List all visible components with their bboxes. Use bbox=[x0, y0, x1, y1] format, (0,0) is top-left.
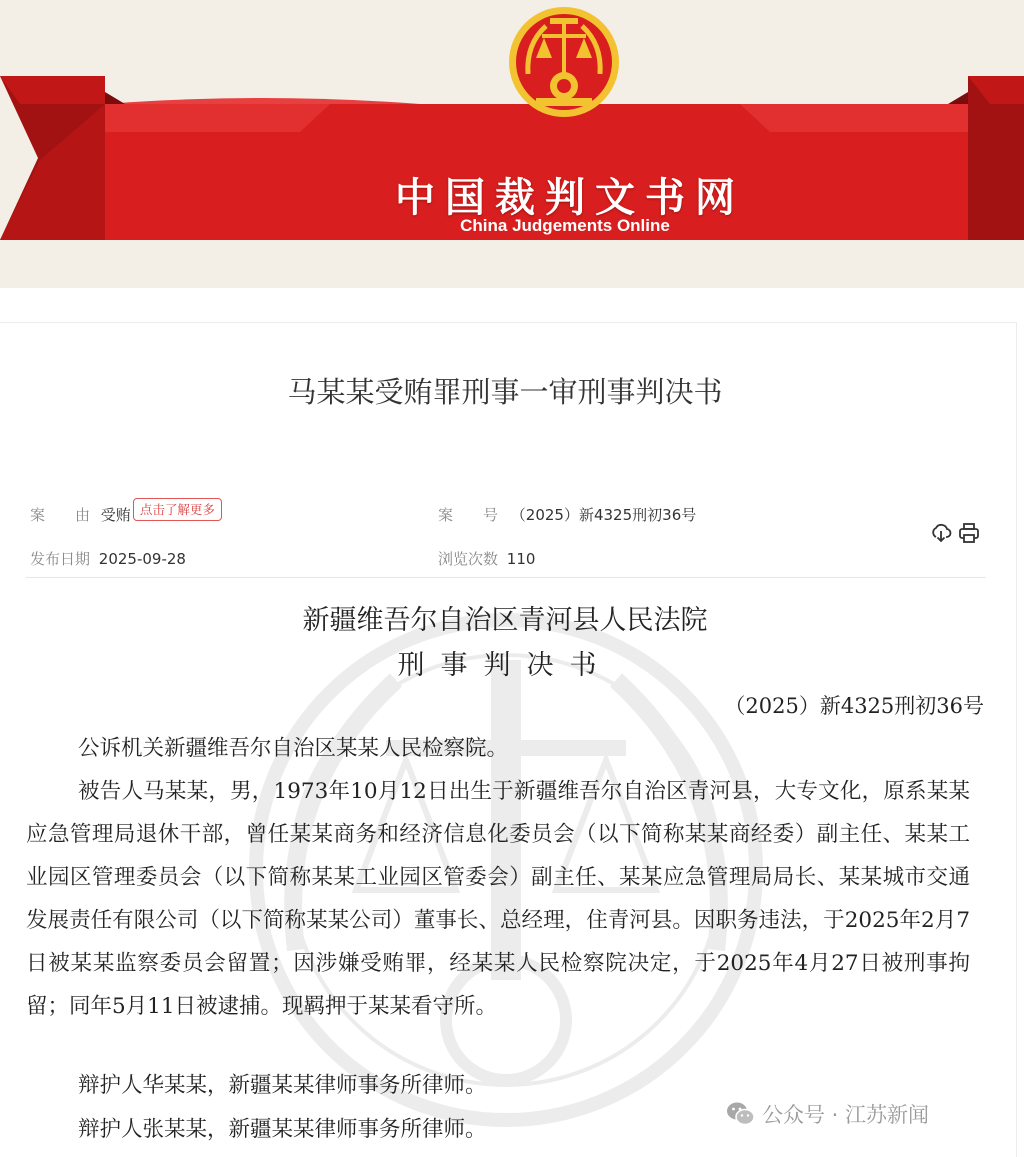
site-subtitle: China Judgements Online bbox=[460, 216, 670, 235]
document-type: 刑事判决书 bbox=[397, 650, 613, 681]
meta-views-value: 110 bbox=[506, 550, 536, 568]
paragraph-prosecutor: 公诉机关新疆维吾尔自治区某某人民检察院。 bbox=[78, 736, 509, 761]
case-reference: （2025）新4325刑初36号 bbox=[724, 694, 984, 718]
site-header bbox=[0, 0, 1024, 288]
meta-publish-date bbox=[30, 548, 186, 569]
meta-cause-value: 受贿 bbox=[100, 506, 131, 524]
meta-cause-label: 案 由 bbox=[30, 506, 91, 524]
court-name: 新疆维吾尔自治区青河县人民法院 bbox=[302, 605, 708, 636]
paragraph-defendant: 被告人马某某，男，1973年10月12日出生于新疆维吾尔自治区青河县，大专文化，原系某某应急管理局退休干部，曾任某某商务和经济信息化委员会（以下简称某某商经委）副主任、某某工业园区管理委员会（以下简称某某工业园区管委会）副主任、某某应急管理局局长、某某城市交通发展责任有限公司（以下简称某某公司）董事长、总经理，住青河县。因职务违法，于2025年2月7日被某某监察委员会留置；因涉嫌受贿罪，经某某人民检察院决定，于2025年4月27日被刑事拘留；同年5月11日被逮捕。现羁押于某某看守所。 bbox=[26, 779, 970, 1019]
meta-publish-date-value: 2025-09-28 bbox=[98, 550, 186, 568]
paragraph-defender-1: 辩护人华某某，新疆某某律师事务所律师。 bbox=[78, 1073, 487, 1098]
meta-cause bbox=[30, 504, 222, 527]
meta-case-no-value: （2025）新4325刑初36号 bbox=[510, 506, 697, 524]
meta-views-label: 浏览次数 bbox=[438, 550, 499, 568]
learn-more-link[interactable]: 点击了解更多 bbox=[133, 498, 222, 521]
meta-case-no bbox=[438, 504, 696, 525]
meta-publish-date-label: 发布日期 bbox=[30, 550, 91, 568]
download-icon[interactable] bbox=[930, 522, 952, 544]
print-icon[interactable] bbox=[958, 522, 980, 544]
meta-divider bbox=[26, 577, 986, 578]
paragraph-defender-2: 辩护人张某某，新疆某某律师事务所律师。 bbox=[78, 1117, 487, 1142]
source-watermark bbox=[726, 1099, 929, 1129]
court-emblem-icon bbox=[506, 4, 622, 120]
document-title: 马某某受贿罪刑事一审刑事判决书 bbox=[287, 375, 723, 409]
source-watermark-text: 公众号 · 江苏新闻 bbox=[762, 1103, 930, 1127]
wechat-icon bbox=[726, 1101, 756, 1127]
site-name: 中国裁判文书网 bbox=[395, 175, 745, 221]
meta-views bbox=[438, 548, 535, 569]
meta-case-no-label: 案 号 bbox=[438, 506, 499, 524]
